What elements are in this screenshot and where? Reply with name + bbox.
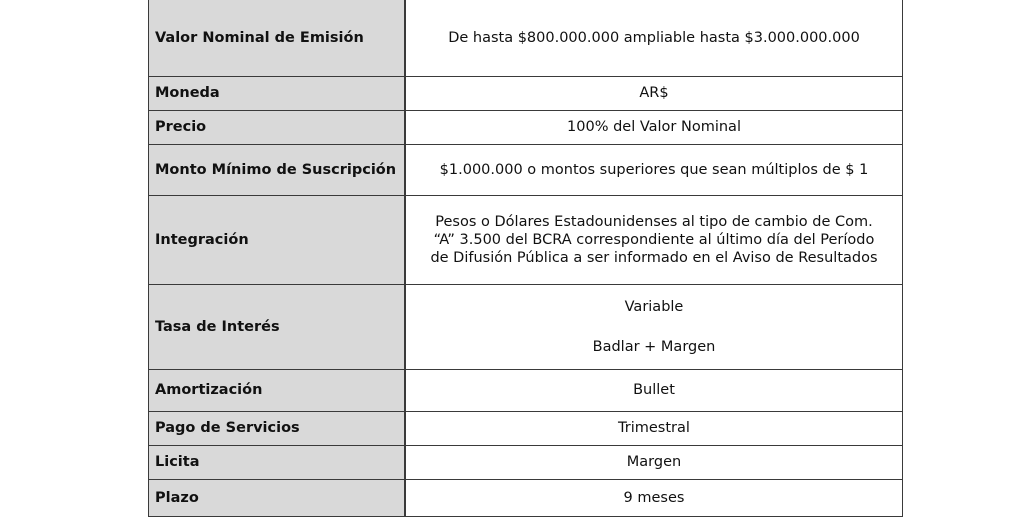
row-label: Plazo [149, 479, 406, 516]
table-row [149, 144, 903, 195]
table-row [149, 0, 903, 76]
value-line: de Difusión Pública a ser informado en el Aviso de Resultados [430, 249, 878, 266]
value-line: “A” 3.500 del BCRA correspondiente al último día del Período [433, 231, 875, 248]
row-value: Bullet [405, 369, 903, 411]
table-row [149, 411, 903, 445]
row-value: Margen [405, 445, 903, 479]
table-row [149, 445, 903, 479]
table-row [149, 195, 903, 284]
row-value: Trimestral [405, 411, 903, 445]
terms-table [148, 0, 903, 517]
row-label: Licita [149, 445, 406, 479]
row-value: $1.000.000 o montos superiores que sean múltiplos de $ 1 [405, 144, 903, 195]
table-row [149, 479, 903, 516]
row-value: De hasta $800.000.000 ampliable hasta $3.000.000.000 [405, 0, 903, 76]
table-row [149, 369, 903, 411]
table-row [149, 110, 903, 144]
row-label: Integración [149, 195, 406, 284]
row-label: Moneda [149, 76, 406, 110]
row-label: Tasa de Interés [149, 284, 406, 369]
value-line: Badlar + Margen [592, 338, 716, 355]
row-value-multiline [405, 195, 903, 284]
row-label: Precio [149, 110, 406, 144]
row-label: Valor Nominal de Emisión [149, 0, 406, 76]
row-value: 100% del Valor Nominal [405, 110, 903, 144]
row-label: Monto Mínimo de Suscripción [149, 144, 406, 195]
row-label: Amortización [149, 369, 406, 411]
value-line: Variable [624, 298, 684, 315]
row-value: AR$ [405, 76, 903, 110]
row-label: Pago de Servicios [149, 411, 406, 445]
value-line: Pesos o Dólares Estadounidenses al tipo de cambio de Com. [435, 213, 873, 230]
row-value-multiline [405, 284, 903, 369]
row-value: 9 meses [405, 479, 903, 516]
table-row [149, 284, 903, 369]
table-row [149, 76, 903, 110]
